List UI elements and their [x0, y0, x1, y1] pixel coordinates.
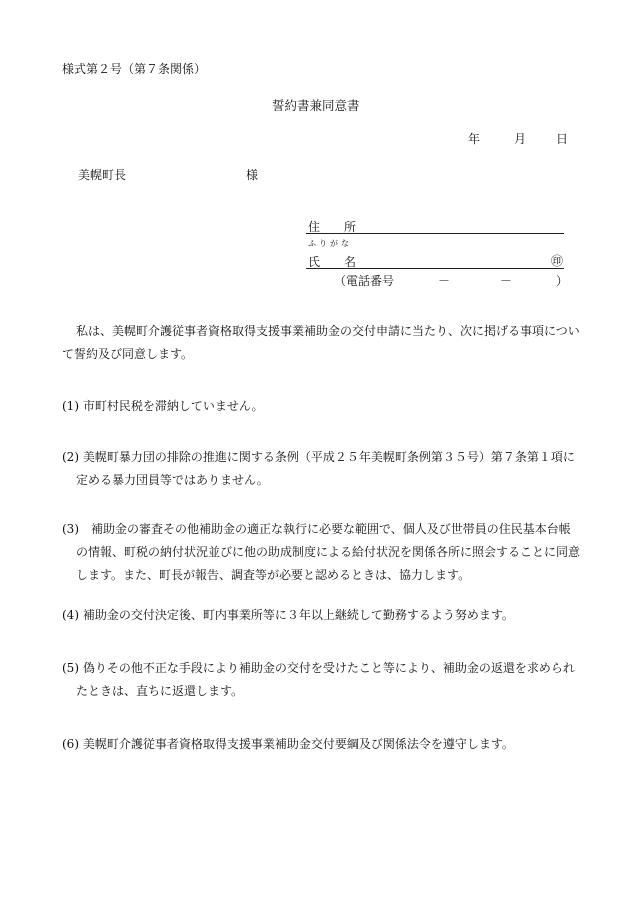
document-title: 誓約書兼同意書 — [272, 98, 360, 113]
list-item — [62, 446, 582, 492]
phone-dash-1: － — [438, 274, 451, 288]
item-5-text: (5) 偽りその他不正な手段により補助金の交付を受けたこと等により、補助金の返還を求められたときは、直ちに返還します。 — [62, 661, 575, 698]
addressee-name: 美幌町長 — [78, 168, 127, 182]
furigana-label: ふりがな — [308, 239, 352, 248]
date-day: 日 — [556, 132, 569, 146]
item-3-text: (3) 補助金の審査その他補助金の適正な執行に必要な範囲で、個人及び世帯員の住民基本台帳の情報、町税の納付状況並びに他の助成制度による給付状況を関係各所に照会することに同意します。また、町長が報告、調査等が必要と認めるときは、協力します。 — [62, 522, 581, 582]
list-item — [62, 518, 582, 587]
list-item — [62, 395, 582, 418]
list-item — [62, 604, 582, 627]
address-label-char-1: 住 — [308, 220, 321, 234]
item-6-text: (6) 美幌町介護従事者資格取得支援事業補助金交付要綱及び関係法令を遵守します。 — [62, 737, 514, 751]
date-month: 月 — [514, 132, 527, 146]
seal-mark: ㊞ — [551, 254, 564, 268]
address-underline — [306, 233, 564, 234]
item-1-text: (1) 市町村民税を滞納していません。 — [62, 399, 264, 413]
name-label-char-1: 氏 — [308, 255, 321, 269]
phone-label: （電話番号 — [334, 274, 395, 288]
phone-dash-2: － — [500, 274, 513, 288]
name-underline — [306, 268, 564, 269]
date-year: 年 — [468, 132, 481, 146]
name-label-char-2: 名 — [344, 255, 357, 269]
intro-paragraph: 私は、美幌町介護従事者資格取得支援事業補助金の交付申請に当たり、次に掲げる事項について誓約及び同意します。 — [62, 324, 580, 361]
item-2-text: (2) 美幌町暴力団の排除の推進に関する条例（平成２５年美幌町条例第３５号）第７条第１項に定める暴力団員等ではありません。 — [62, 450, 575, 487]
list-item — [62, 733, 582, 756]
address-label-char-2: 所 — [344, 220, 357, 234]
phone-close-paren: ） — [556, 274, 569, 288]
addressee-honorific: 様 — [246, 168, 259, 182]
form-number: 様式第２号（第７条関係） — [62, 62, 207, 76]
list-item — [62, 657, 582, 703]
item-4-text: (4) 補助金の交付決定後、町内事業所等に３年以上継続して勤務するよう努めます。 — [62, 608, 514, 622]
